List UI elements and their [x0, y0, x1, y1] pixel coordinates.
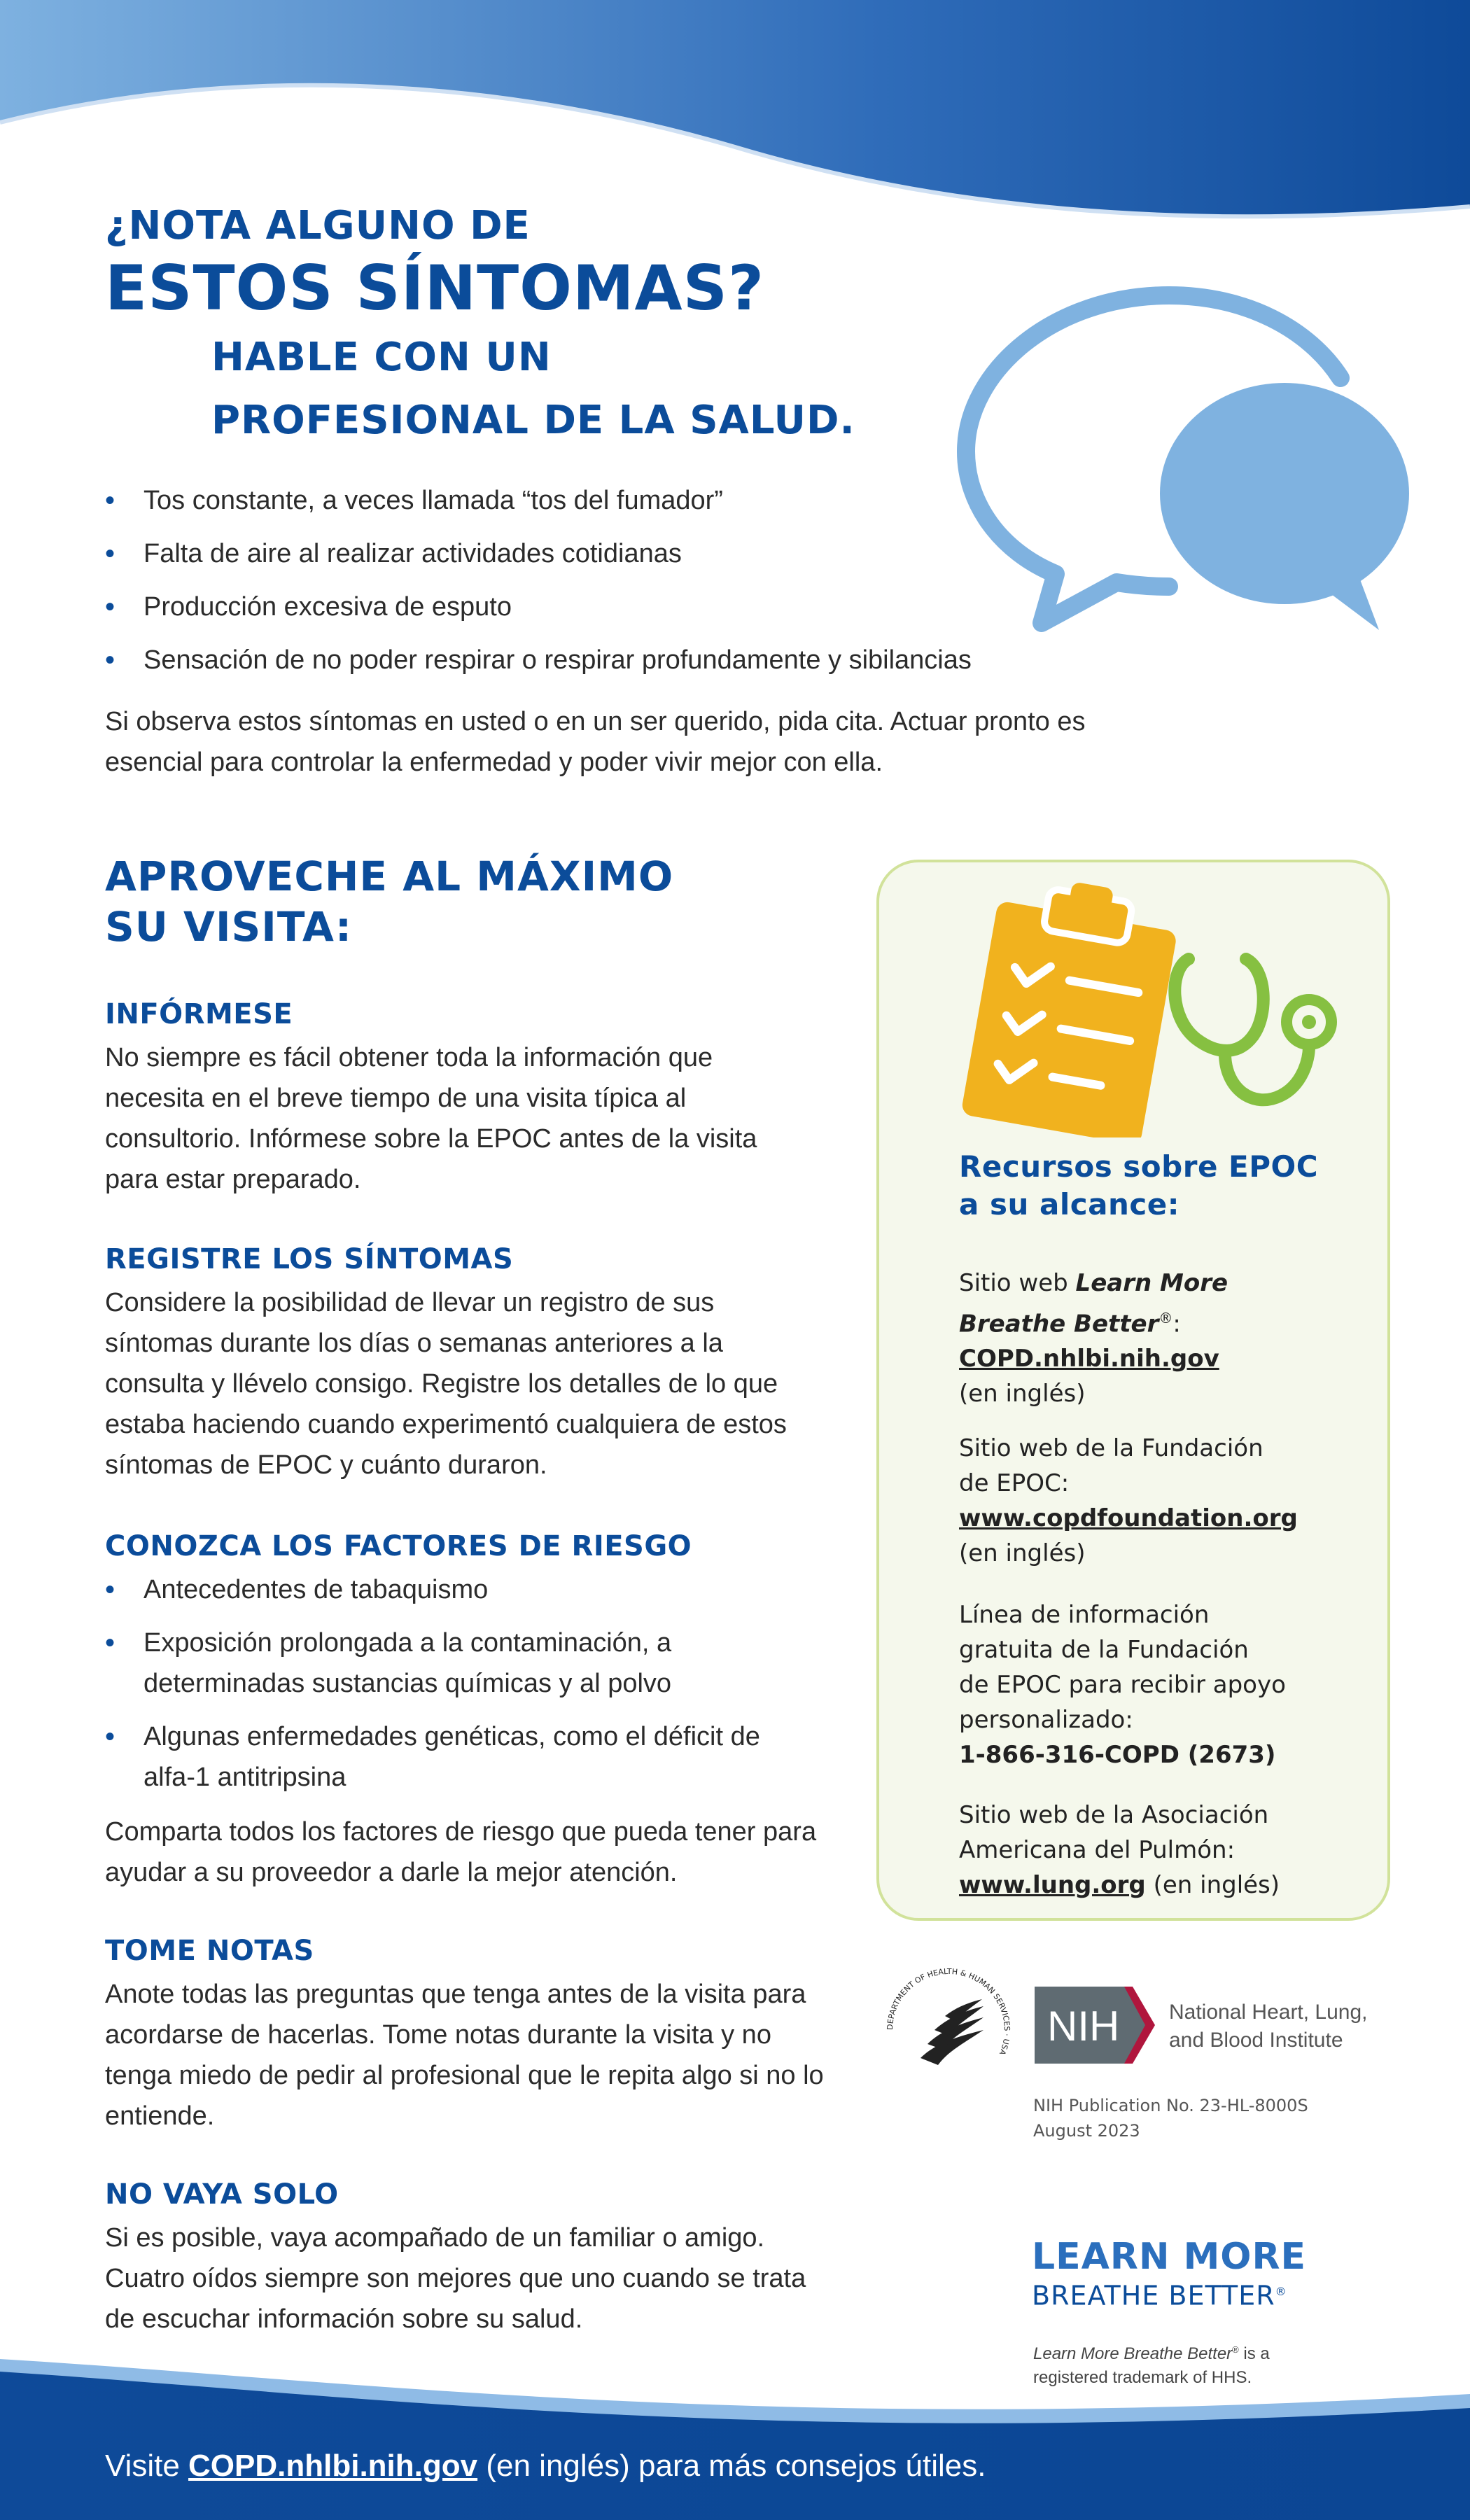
nhlbi-name-line-2: and Blood Institute — [1169, 2029, 1343, 2052]
lmbb-logo: LEARN MORE BREATHE BETTER® — [1032, 2236, 1307, 2311]
resources-title-line-1: Recursos sobre EPOC — [959, 1149, 1319, 1184]
notas-text: Anote todas las preguntas que tenga antes de la visita para acordarse de hacerlas. Tome notas durante la visita y no tenga miedo de pedir al profesional que le repita algo si no lo entiende. — [105, 1980, 824, 2131]
visit-title-line-2: SU VISITA: — [105, 903, 353, 951]
header-line-4: PROFESIONAL DE LA SALUD. — [211, 398, 855, 443]
list-item: • Algunas enfermedades genéticas, como el déficit de alfa-1 antitripsina — [105, 1716, 777, 1798]
solo-text: Si es posible, vaya acompañado de un familiar o amigo. Cuatro oídos siempre son mejores que uno cuando se trata de escuchar información sobre su salud. — [105, 2223, 806, 2334]
svg-text:DEPARTMENT OF HEALTH & HUMAN S: DEPARTMENT OF HEALTH & HUMAN SERVICES · USA — [885, 1966, 1012, 2057]
registre-text: Considere la posibilidad de llevar un registro de sus síntomas durante los días o semanas anteriores a la consulta y llévelo consigo. Registre los detalles de lo que estaba haciendo cuando experimentó cualquiera de estos síntomas de EPOC y cuánto duraron. — [105, 1288, 787, 1480]
list-item: • Falta de aire al realizar actividades cotidianas — [105, 533, 1071, 574]
informese-title: INFÓRMESE — [105, 998, 293, 1030]
nih-logo: NIH — [1035, 1987, 1155, 2064]
informese-text: No siempre es fácil obtener toda la información que necesita en el breve tiempo de una visita típica al consultorio. Infórmese sobre la EPOC antes de la visita para estar preparado. — [105, 1043, 757, 1194]
resources-title-line-2: a su alcance: — [959, 1187, 1180, 1222]
symptoms-list — [105, 480, 1071, 693]
riesgo-text: Comparta todos los factores de riesgo que pueda tener para ayudar a su proveedor a darle la mejor atención. — [105, 1817, 817, 1887]
notas-title: TOME NOTAS — [105, 1935, 314, 1967]
top-wave — [0, 0, 1470, 231]
header-line-1: ¿NOTA ALGUNO DE — [105, 203, 531, 248]
list-item: • Antecedentes de tabaquismo — [105, 1569, 777, 1610]
header-line-3: HABLE CON UN — [211, 335, 552, 380]
nhlbi-name-line-1: National Heart, Lung, — [1169, 2001, 1368, 2024]
resource-copd-foundation: Sitio web de la Fundación de EPOC: www.copdfoundation.org (en inglés) — [959, 1434, 1298, 1567]
resource-helpline: Línea de información gratuita de la Fundación de EPOC para recibir apoyo personalizado: 1-866-316-COPD (2673) — [959, 1601, 1286, 1769]
list-item: • Exposición prolongada a la contaminación, a determinadas sustancias químicas y al polvo — [105, 1623, 777, 1704]
publication-number: NIH Publication No. 23-HL-8000S — [1033, 2096, 1308, 2115]
helpline-phone[interactable]: 1-866-316-COPD (2673) — [959, 1741, 1276, 1769]
header-line-2: ESTOS SÍNTOMAS? — [105, 252, 765, 324]
riesgo-list — [105, 1569, 777, 1810]
copd-link[interactable]: COPD.nhlbi.nih.gov — [959, 1345, 1219, 1373]
footer-text: Visite COPD.nhlbi.nih.gov (en inglés) para más consejos útiles. — [105, 2449, 986, 2483]
clipboard-stethoscope-icon — [945, 872, 1365, 1138]
trademark-note: Learn More Breathe Better® is a registered trademark of HHS. — [1033, 2344, 1270, 2387]
registre-title: REGISTRE LOS SÍNTOMAS — [105, 1243, 514, 1275]
resource-lmbb: Sitio web Learn More Breathe Better®: COPD.nhlbi.nih.gov (en inglés) — [959, 1269, 1228, 1408]
symptoms-note: Si observa estos síntomas en usted o en un ser querido, pida cita. Actuar pronto es esencial para controlar la enfermedad y poder vivir mejor con ella. — [105, 707, 1086, 777]
lung-link[interactable]: www.lung.org — [959, 1871, 1146, 1899]
list-item: • Tos constante, a veces llamada “tos del fumador” — [105, 480, 1071, 521]
publication-date: August 2023 — [1033, 2121, 1140, 2141]
copdfoundation-link[interactable]: www.copdfoundation.org — [959, 1504, 1298, 1532]
list-item: • Producción excesiva de esputo — [105, 587, 1071, 627]
bottom-wave — [0, 2352, 1470, 2520]
visit-title-line-1: APROVECHE AL MÁXIMO — [105, 853, 674, 900]
footer-copd-link[interactable]: COPD.nhlbi.nih.gov — [188, 2449, 478, 2483]
resource-lung: Sitio web de la Asociación Americana del Pulmón: www.lung.org (en inglés) — [959, 1801, 1280, 1899]
list-item: • Sensación de no poder respirar o respirar profundamente y sibilancias — [105, 640, 1071, 680]
riesgo-title: CONOZCA LOS FACTORES DE RIESGO — [105, 1530, 692, 1562]
hhs-seal-logo — [878, 1960, 1018, 2100]
solo-title: NO VAYA SOLO — [105, 2178, 339, 2211]
